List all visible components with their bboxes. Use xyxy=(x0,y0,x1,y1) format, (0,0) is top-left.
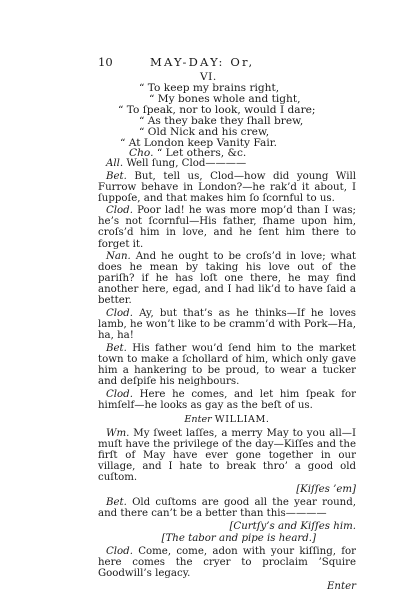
stage-direction xyxy=(98,533,356,544)
verse-number: VI. xyxy=(200,71,217,83)
speech xyxy=(98,308,356,341)
speaker-name: Wm. xyxy=(106,427,130,439)
speaker-name: Cho. xyxy=(129,147,154,159)
speaker-name: Nan. xyxy=(106,251,131,263)
speaker-name: Bet. xyxy=(106,342,127,354)
speech xyxy=(98,546,356,579)
dialogue-text xyxy=(98,158,356,593)
speech xyxy=(98,428,356,483)
speech xyxy=(98,343,356,387)
entrance-prefix: Enter xyxy=(184,413,215,425)
speech xyxy=(98,171,356,204)
speaker-name: Bet. xyxy=(106,497,127,509)
stage-direction-text: [The tabor and pipe is heard.] xyxy=(161,533,316,545)
speech xyxy=(98,389,356,411)
character-name: WILLIAM. xyxy=(214,413,270,425)
chorus-text: “ Let others, &c. xyxy=(153,147,247,159)
speech xyxy=(98,251,356,306)
speaker-name: Clod. xyxy=(106,205,133,217)
verse-line: “ As they bake they ſhall brew, xyxy=(139,115,304,127)
stage-direction-text: [Kiſſes ’em] xyxy=(296,484,356,496)
speech-text: Ay, but that’s as he thinks—If he loves lamb, he won’t like to be cramm’d with Pork—Ha, ha, ha! xyxy=(98,307,356,342)
speaker-name: Bet. xyxy=(106,170,127,182)
speech-text: Come, come, adon with your kiſſing, for here comes the cryer to proclaim ’Squire Goodwill’s legacy. xyxy=(98,546,356,580)
speaker-name: Clod. xyxy=(106,307,133,319)
running-title: MAY-DAY: Or, xyxy=(150,55,255,69)
speech-text: Well ſung, Clod———— xyxy=(123,158,247,169)
speech-text: Old cuſtoms are good all the year round, and there can’t be a better than this———— xyxy=(98,497,356,520)
verse-line: “ My bones whole and tight, xyxy=(149,93,301,105)
stage-direction-entrance xyxy=(98,414,356,425)
speech-text: Here he comes, and let him ſpeak for himſelf—he looks as gay as the beſt of us. xyxy=(98,388,356,411)
speech xyxy=(98,205,356,249)
stage-direction xyxy=(98,484,356,495)
speaker-name: Clod. xyxy=(106,546,133,558)
speech xyxy=(98,497,356,519)
speech-text: My ſweet laſſes, a merry May to you all—I muſt have the privilege of the day—Kiſſes and the firſt of May have ever gone together in our village, and I hate to break thro’ a good old cuſtom. xyxy=(98,427,356,483)
speaker-name: Clod. xyxy=(106,388,133,400)
page-header xyxy=(98,55,355,71)
verse-line: “ To keep my brains right, xyxy=(139,82,280,94)
page-number: 10 xyxy=(98,55,113,69)
speaker-name: All. xyxy=(106,158,124,169)
speech-text: But, tell us, Clod—how did young Will Furrow behave in London?—he rak’d it about, I ſuppoſe, and that makes him ſo ſcornful to us. xyxy=(98,170,356,204)
verse-line: “ At London keep Vanity Fair. xyxy=(120,137,277,149)
verse-line: “ Old Nick and his crew, xyxy=(139,126,270,138)
speech xyxy=(98,158,356,169)
stage-direction xyxy=(98,521,356,532)
speech-text: His father wou’d ſend him to the market town to make a ſchollard of him, which only gave him a hankering to be proud, to wear a tucker and deſpiſe his neighbours. xyxy=(98,342,356,387)
stage-direction-text: [Curtſy’s and Kiſſes him. xyxy=(229,520,356,532)
speech-text: Poor lad! he was more mop’d than I was; he’s not ſcornful—His father, ſhame upon him, croſs’d him in love, and he ſent him there to forget it. xyxy=(98,205,356,250)
speech-text: And he ought to be croſs’d in love; what does he mean by taking his love out of the pariſh? if he has loſt one there, he may find another here, egad, and I had lik’d to have ſaid a better. xyxy=(98,251,356,307)
catchword: Enter xyxy=(327,580,356,592)
verse-line: “ To ſpeak, nor to look, would I dare; xyxy=(118,104,316,116)
